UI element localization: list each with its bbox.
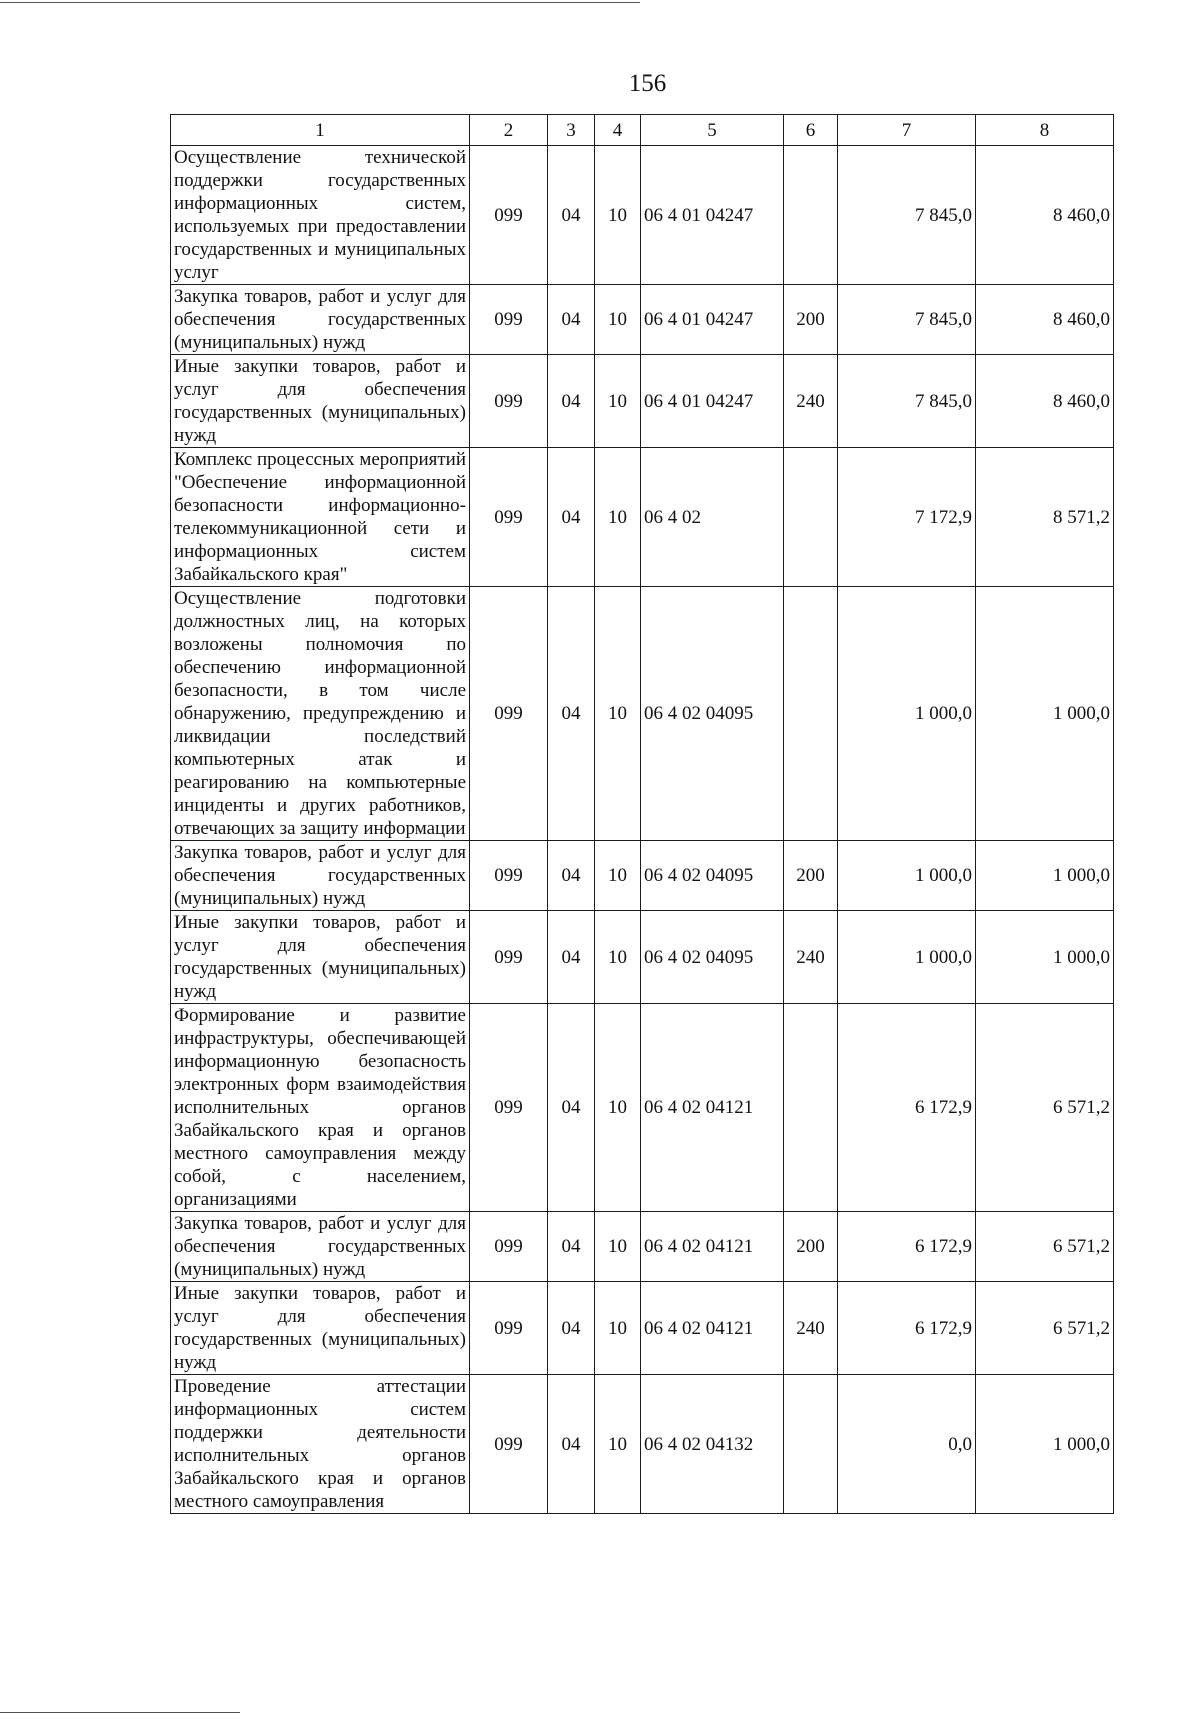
row-admin-code: 099 bbox=[470, 355, 548, 448]
row-target-article: 06 4 02 bbox=[641, 448, 784, 587]
row-admin-code: 099 bbox=[470, 587, 548, 841]
row-subsection: 10 bbox=[595, 448, 641, 587]
row-amount-7: 1 000,0 bbox=[838, 841, 976, 911]
row-expense-type: 240 bbox=[784, 355, 838, 448]
row-target-article: 06 4 02 04095 bbox=[641, 911, 784, 1004]
row-admin-code: 099 bbox=[470, 285, 548, 355]
row-subsection: 10 bbox=[595, 1375, 641, 1514]
header-cell-2: 2 bbox=[470, 115, 548, 146]
row-target-article: 06 4 02 04095 bbox=[641, 841, 784, 911]
row-subsection: 10 bbox=[595, 146, 641, 285]
row-amount-8: 8 460,0 bbox=[976, 355, 1114, 448]
row-amount-8: 1 000,0 bbox=[976, 911, 1114, 1004]
row-section: 04 bbox=[548, 1212, 595, 1282]
row-amount-8: 1 000,0 bbox=[976, 841, 1114, 911]
table-row bbox=[171, 1212, 1114, 1282]
row-section: 04 bbox=[548, 1375, 595, 1514]
row-expense-type: 200 bbox=[784, 1212, 838, 1282]
row-name: Осуществление технической поддержки государственных информационных систем, используемых при предоставлении государственных и муниципальных услуг bbox=[171, 146, 470, 285]
row-amount-8: 8 460,0 bbox=[976, 146, 1114, 285]
row-amount-8: 6 571,2 bbox=[976, 1282, 1114, 1375]
header-cell-4: 4 bbox=[595, 115, 641, 146]
row-amount-7: 7 172,9 bbox=[838, 448, 976, 587]
row-expense-type: 240 bbox=[784, 1282, 838, 1375]
row-subsection: 10 bbox=[595, 285, 641, 355]
row-target-article: 06 4 02 04095 bbox=[641, 587, 784, 841]
row-expense-type: 240 bbox=[784, 911, 838, 1004]
header-cell-8: 8 bbox=[976, 115, 1114, 146]
table-row bbox=[171, 1375, 1114, 1514]
scan-edge-top bbox=[0, 2, 640, 3]
row-name: Закупка товаров, работ и услуг для обеспечения государственных (муниципальных) нужд bbox=[171, 841, 470, 911]
table-row bbox=[171, 146, 1114, 285]
table-header-row bbox=[171, 115, 1114, 146]
row-name: Закупка товаров, работ и услуг для обеспечения государственных (муниципальных) нужд bbox=[171, 1212, 470, 1282]
row-target-article: 06 4 02 04121 bbox=[641, 1004, 784, 1212]
row-admin-code: 099 bbox=[470, 448, 548, 587]
row-section: 04 bbox=[548, 911, 595, 1004]
budget-table bbox=[170, 114, 1114, 1514]
row-amount-8: 6 571,2 bbox=[976, 1004, 1114, 1212]
row-expense-type bbox=[784, 1004, 838, 1212]
row-subsection: 10 bbox=[595, 1212, 641, 1282]
row-amount-7: 6 172,9 bbox=[838, 1282, 976, 1375]
row-amount-8: 8 460,0 bbox=[976, 285, 1114, 355]
row-name: Иные закупки товаров, работ и услуг для обеспечения государственных (муниципальных) нужд bbox=[171, 911, 470, 1004]
row-section: 04 bbox=[548, 448, 595, 587]
row-target-article: 06 4 01 04247 bbox=[641, 355, 784, 448]
row-amount-7: 6 172,9 bbox=[838, 1212, 976, 1282]
row-amount-8: 1 000,0 bbox=[976, 587, 1114, 841]
row-admin-code: 099 bbox=[470, 841, 548, 911]
row-target-article: 06 4 02 04121 bbox=[641, 1282, 784, 1375]
header-cell-3: 3 bbox=[548, 115, 595, 146]
row-subsection: 10 bbox=[595, 1282, 641, 1375]
table-row bbox=[171, 911, 1114, 1004]
row-name: Иные закупки товаров, работ и услуг для обеспечения государственных (муниципальных) нужд bbox=[171, 355, 470, 448]
row-target-article: 06 4 02 04121 bbox=[641, 1212, 784, 1282]
row-subsection: 10 bbox=[595, 911, 641, 1004]
row-expense-type: 200 bbox=[784, 285, 838, 355]
row-expense-type bbox=[784, 587, 838, 841]
table-row bbox=[171, 448, 1114, 587]
row-section: 04 bbox=[548, 1004, 595, 1212]
row-amount-7: 7 845,0 bbox=[838, 285, 976, 355]
row-amount-7: 0,0 bbox=[838, 1375, 976, 1514]
row-admin-code: 099 bbox=[470, 1282, 548, 1375]
table-row bbox=[171, 285, 1114, 355]
row-section: 04 bbox=[548, 146, 595, 285]
scan-edge-bottom bbox=[0, 1712, 240, 1713]
page-number: 156 bbox=[628, 70, 667, 97]
row-section: 04 bbox=[548, 841, 595, 911]
table-row bbox=[171, 1282, 1114, 1375]
row-admin-code: 099 bbox=[470, 911, 548, 1004]
row-admin-code: 099 bbox=[470, 146, 548, 285]
row-name: Закупка товаров, работ и услуг для обеспечения государственных (муниципальных) нужд bbox=[171, 285, 470, 355]
row-admin-code: 099 bbox=[470, 1004, 548, 1212]
table-row bbox=[171, 355, 1114, 448]
row-amount-7: 1 000,0 bbox=[838, 911, 976, 1004]
row-section: 04 bbox=[548, 587, 595, 841]
header-cell-5: 5 bbox=[641, 115, 784, 146]
row-expense-type bbox=[784, 448, 838, 587]
table-row bbox=[171, 587, 1114, 841]
row-amount-8: 8 571,2 bbox=[976, 448, 1114, 587]
table-row bbox=[171, 1004, 1114, 1212]
row-name: Формирование и развитие инфраструктуры, обеспечивающей информационную безопасность электронных форм взаимодействия исполнительных органов Забайкальского края и органов местного самоуправления между собой, с населением, организациями bbox=[171, 1004, 470, 1212]
header-cell-1: 1 bbox=[171, 115, 470, 146]
row-subsection: 10 bbox=[595, 1004, 641, 1212]
row-target-article: 06 4 02 04132 bbox=[641, 1375, 784, 1514]
row-expense-type bbox=[784, 1375, 838, 1514]
row-subsection: 10 bbox=[595, 841, 641, 911]
row-amount-8: 6 571,2 bbox=[976, 1212, 1114, 1282]
row-amount-8: 1 000,0 bbox=[976, 1375, 1114, 1514]
header-cell-6: 6 bbox=[784, 115, 838, 146]
row-admin-code: 099 bbox=[470, 1375, 548, 1514]
table-row bbox=[171, 841, 1114, 911]
row-section: 04 bbox=[548, 285, 595, 355]
row-amount-7: 6 172,9 bbox=[838, 1004, 976, 1212]
row-amount-7: 1 000,0 bbox=[838, 587, 976, 841]
row-name: Осуществление подготовки должностных лиц, на которых возложены полномочия по обеспечению информационной безопасности, в том числе обнаружению, предупреждению и ликвидации последствий компьютерных атак и реагированию на компьютерные инциденты и других работников, отвечающих за защиту информации bbox=[171, 587, 470, 841]
row-target-article: 06 4 01 04247 bbox=[641, 146, 784, 285]
row-name: Проведение аттестации информационных систем поддержки деятельности исполнительных органов Забайкальского края и органов местного самоуправления bbox=[171, 1375, 470, 1514]
row-name: Иные закупки товаров, работ и услуг для обеспечения государственных (муниципальных) нужд bbox=[171, 1282, 470, 1375]
row-expense-type: 200 bbox=[784, 841, 838, 911]
row-amount-7: 7 845,0 bbox=[838, 355, 976, 448]
row-subsection: 10 bbox=[595, 355, 641, 448]
row-subsection: 10 bbox=[595, 587, 641, 841]
row-amount-7: 7 845,0 bbox=[838, 146, 976, 285]
row-name: Комплекс процессных мероприятий "Обеспечение информационной безопасности информационно-телекоммуникационной сети и информационных систем Забайкальского края" bbox=[171, 448, 470, 587]
row-target-article: 06 4 01 04247 bbox=[641, 285, 784, 355]
row-admin-code: 099 bbox=[470, 1212, 548, 1282]
row-section: 04 bbox=[548, 1282, 595, 1375]
row-section: 04 bbox=[548, 355, 595, 448]
row-expense-type bbox=[784, 146, 838, 285]
header-cell-7: 7 bbox=[838, 115, 976, 146]
